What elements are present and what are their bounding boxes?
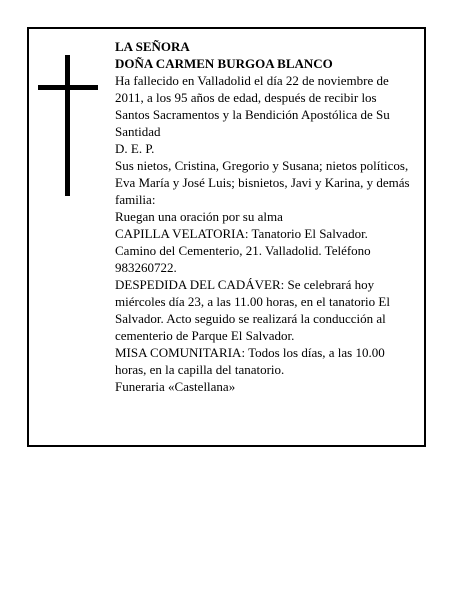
farewell-info: DESPEDIDA DEL CADÁVER: Se celebrará hoy miércoles día 23, a las 11.00 horas, en el tanatorio El Salvador. Acto seguido se realizará la conducción al cementerio de Parque El Salvador. [115, 277, 390, 343]
obituary-text [115, 38, 411, 395]
cross-vertical-bar [65, 55, 70, 196]
dep-abbreviation: D. E. P. [115, 141, 155, 156]
funeral-home: Funeraria «Castellana» [115, 379, 236, 394]
deceased-name: DOÑA CARMEN BURGOA BLANCO [115, 56, 333, 71]
prayer-request: Ruegan una oración por su alma [115, 209, 283, 224]
cross-horizontal-bar [38, 85, 98, 90]
heading-title: LA SEÑORA [115, 39, 190, 54]
mass-info: MISA COMUNITARIA: Todos los días, a las 10.00 horas, en la capilla del tanatorio. [115, 345, 385, 377]
chapel-info: CAPILLA VELATORIA: Tanatorio El Salvador. Camino del Cementerio, 21. Valladolid. Teléfono 983260722. [115, 226, 371, 275]
family-members: Sus nietos, Cristina, Gregorio y Susana; nietos políticos, Eva María y José Luis; bisnietos, Javi y Karina, y demás familia: [115, 158, 410, 207]
death-announcement: Ha fallecido en Valladolid el día 22 de noviembre de 2011, a los 95 años de edad, después de recibir los Santos Sacramentos y la Bendición Apostólica de Su Santidad [115, 73, 390, 139]
